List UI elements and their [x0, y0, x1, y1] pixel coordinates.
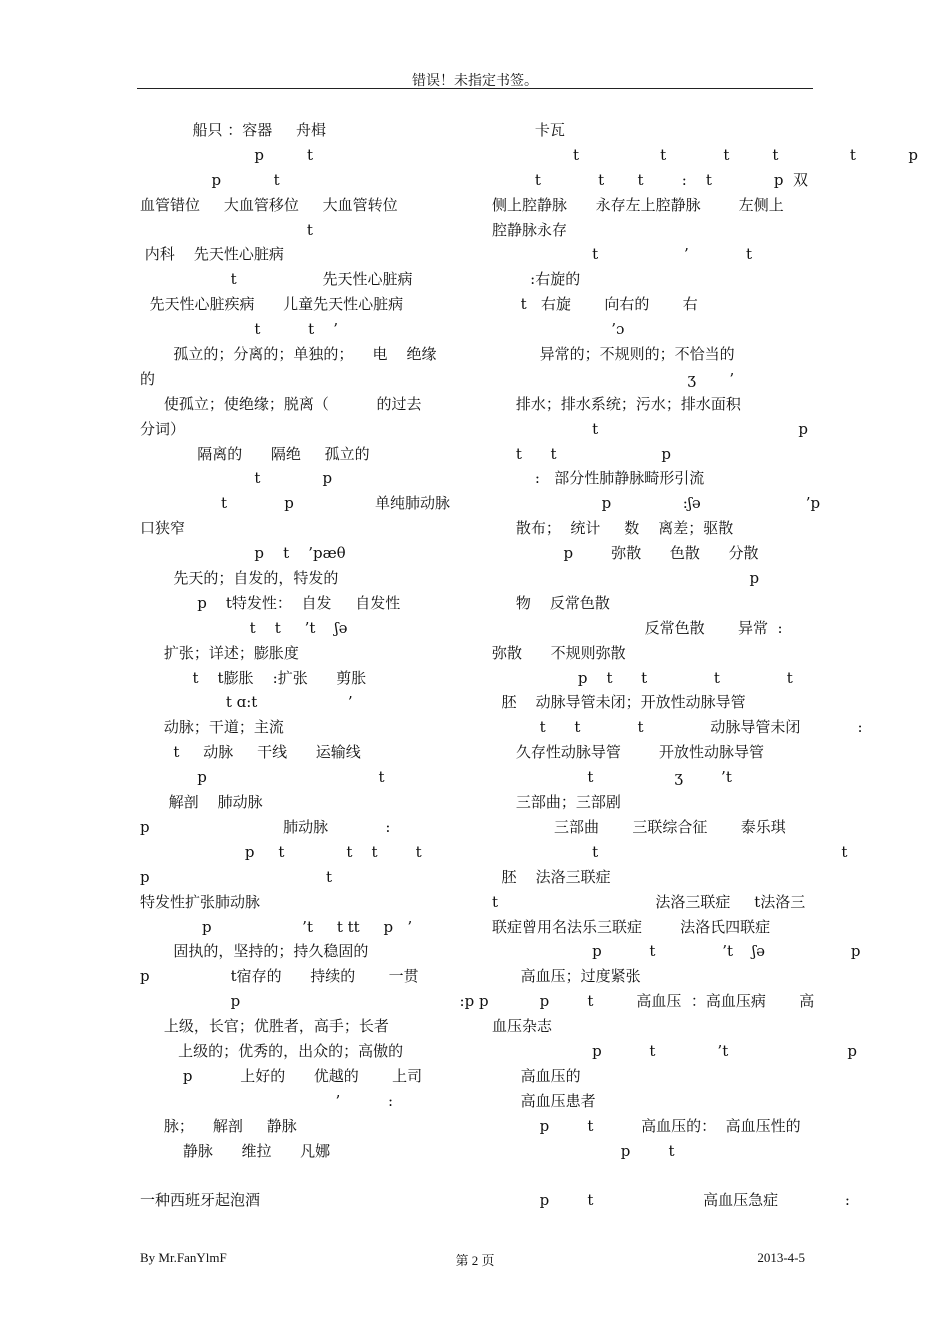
text-line: p t ’pæθ [140, 544, 346, 563]
text-line: p t ’t ʃə p [492, 942, 861, 961]
text-line: t p [492, 419, 809, 438]
text-line: t 法洛三联症 t法洛三 [492, 892, 806, 911]
text-line: 血压杂志 [492, 1017, 553, 1036]
header-rule [137, 88, 813, 89]
text-line: 物 反常色散 [492, 593, 610, 612]
text-line: t t t 动脉导管未闭 : [492, 718, 863, 737]
text-line: t t膨胀 :扩张 剪胀 [140, 668, 367, 687]
text-line: t p 单纯肺动脉 [140, 494, 450, 513]
text-line: 胚 动脉导管未闭；开放性动脉导管 [492, 693, 746, 712]
text-line: 卡瓦 [492, 121, 565, 139]
text-line: p [492, 569, 760, 588]
text-line [140, 1163, 470, 1188]
right-column [492, 118, 918, 1213]
text-line: 一种西班牙起泡酒 [140, 1191, 261, 1210]
text-line: p 上好的 优越的 上司 [140, 1066, 423, 1085]
text-line: 特发性扩张肺动脉 [140, 892, 261, 911]
text-line: p :ʃə ’p [492, 494, 821, 513]
text-line: 排水；排水系统；污水；排水面积 [492, 394, 741, 413]
text-line: 久存性动脉导管 开放性动脉导管 [492, 743, 764, 762]
page-header: 错误！未指定书签。 [412, 73, 538, 89]
text-line: 使孤立；使绝缘；脱离（ 的过去 [140, 394, 422, 413]
text-line: p t 高血压的： 高血压性的 [492, 1116, 801, 1135]
text-line: 口狭窄 [140, 519, 186, 538]
text-line: ’ɔ [492, 320, 625, 339]
text-line: 动脉；干道；主流 [140, 718, 284, 737]
text-line: t p [140, 469, 333, 488]
text-line: 分词） [140, 419, 186, 438]
text-line: t 先天性心脏病 [140, 270, 413, 289]
text-line: p t [140, 145, 313, 164]
text-line: t 右旋 向右的 右 [492, 295, 698, 314]
text-line: 三部曲 三联综合征 泰乐琪 [492, 817, 786, 836]
text-line: 异常的；不规则的；不恰当的 [492, 345, 735, 364]
text-line: 侧上腔静脉 永存左上腔静脉 左侧上 [492, 195, 784, 214]
text-line: 孤立的；分离的；单独的； 电 绝缘 [140, 345, 437, 364]
text-line: 高血压的 [492, 1066, 581, 1085]
text-line: t t t t t p [492, 145, 918, 164]
text-line: ʒ ’ [492, 369, 735, 388]
text-line: 高血压；过度紧张 [492, 967, 641, 986]
text-line: t ʒ ’t [492, 768, 732, 787]
text-line: 联症曾用名法乐三联症 法洛氏四联症 [492, 917, 771, 936]
text-line: p 肺动脉 : [140, 817, 391, 836]
text-line: 散布； 统计 数 离差；驱散 [492, 519, 734, 538]
text-line: 上级的；优秀的，出众的；高傲的 [140, 1041, 404, 1060]
text-line: t t t : t p 双 [492, 170, 809, 189]
text-line: p 弥散 色散 分散 [492, 544, 759, 563]
text-line: p t 高血压急症 : [492, 1191, 850, 1210]
text-line: p t特发性： 自发 自发性 [140, 593, 401, 612]
text-line: 解剖 肺动脉 [140, 793, 263, 812]
text-line: t t ’t ʃə [140, 618, 348, 637]
text-line: p :p p [140, 992, 489, 1011]
text-line: t t [492, 842, 848, 861]
text-line: :右旋的 [492, 270, 581, 289]
text-line: p t宿存的 持续的 一贯 [140, 967, 419, 986]
text-line: 血管错位 大血管移位 大血管转位 [140, 195, 398, 214]
text-line: 固执的，坚持的；持久稳固的 [140, 942, 369, 961]
text-line: 腔静脉永存 [492, 220, 568, 239]
text-line: 高血压患者 [492, 1091, 596, 1110]
text-line: t ’ t [492, 245, 752, 264]
text-line: 内科 先天性心脏病 [140, 245, 284, 264]
text-line: t ɑ:t ’ [140, 693, 353, 712]
text-line: t t p [492, 444, 672, 463]
footer-author: By Mr.FanYlmF [140, 1250, 227, 1265]
text-line: 反常色散 异常 : [492, 618, 783, 637]
text-line: 胚 法洛三联症 [492, 867, 611, 886]
text-line: t t ’ [140, 320, 339, 339]
text-line: 静脉 维拉 凡娜 [140, 1141, 331, 1160]
text-line: p t 高血压 ：高血压病 高 [492, 992, 815, 1011]
footer-date: 2013-4-5 [757, 1250, 805, 1265]
text-line: p t [140, 867, 333, 886]
text-line: p t t t t [140, 842, 422, 861]
text-line: 先天的；自发的，特发的 [140, 569, 339, 588]
text-line: 上级，长官；优胜者，高手；长者 [140, 1017, 389, 1036]
text-line: 船只 ：容器 舟楫 [140, 121, 327, 139]
text-line: 脉； 解剖 静脉 [140, 1116, 297, 1135]
text-line: 先天性心脏疾病 儿童先天性心脏病 [140, 295, 404, 314]
text-line: 隔离的 隔绝 孤立的 [140, 444, 370, 463]
text-line: t [140, 220, 313, 239]
text-line: 三部曲；三部剧 [492, 793, 621, 812]
text-line: p t [492, 1141, 675, 1160]
text-line: t 动脉 干线 运输线 [140, 743, 361, 762]
left-column [140, 118, 489, 1213]
text-line: p t ’t p [492, 1041, 858, 1060]
text-line: p t [140, 768, 385, 787]
text-line: 弥散 不规则弥散 [492, 643, 626, 662]
text-line: p ’t t tt p ’ [140, 917, 413, 936]
text-line: 的 [140, 369, 156, 388]
text-line: 扩张；详述；膨胀度 [140, 643, 299, 662]
text-line [492, 1163, 852, 1188]
footer-page-number: 第 2 页 [455, 1253, 495, 1268]
text-line: ’ : [140, 1091, 393, 1110]
text-line: : 部分性肺静脉畸形引流 [492, 469, 705, 488]
text-line: p t [140, 170, 280, 189]
text-line: p t t t t [492, 668, 793, 687]
